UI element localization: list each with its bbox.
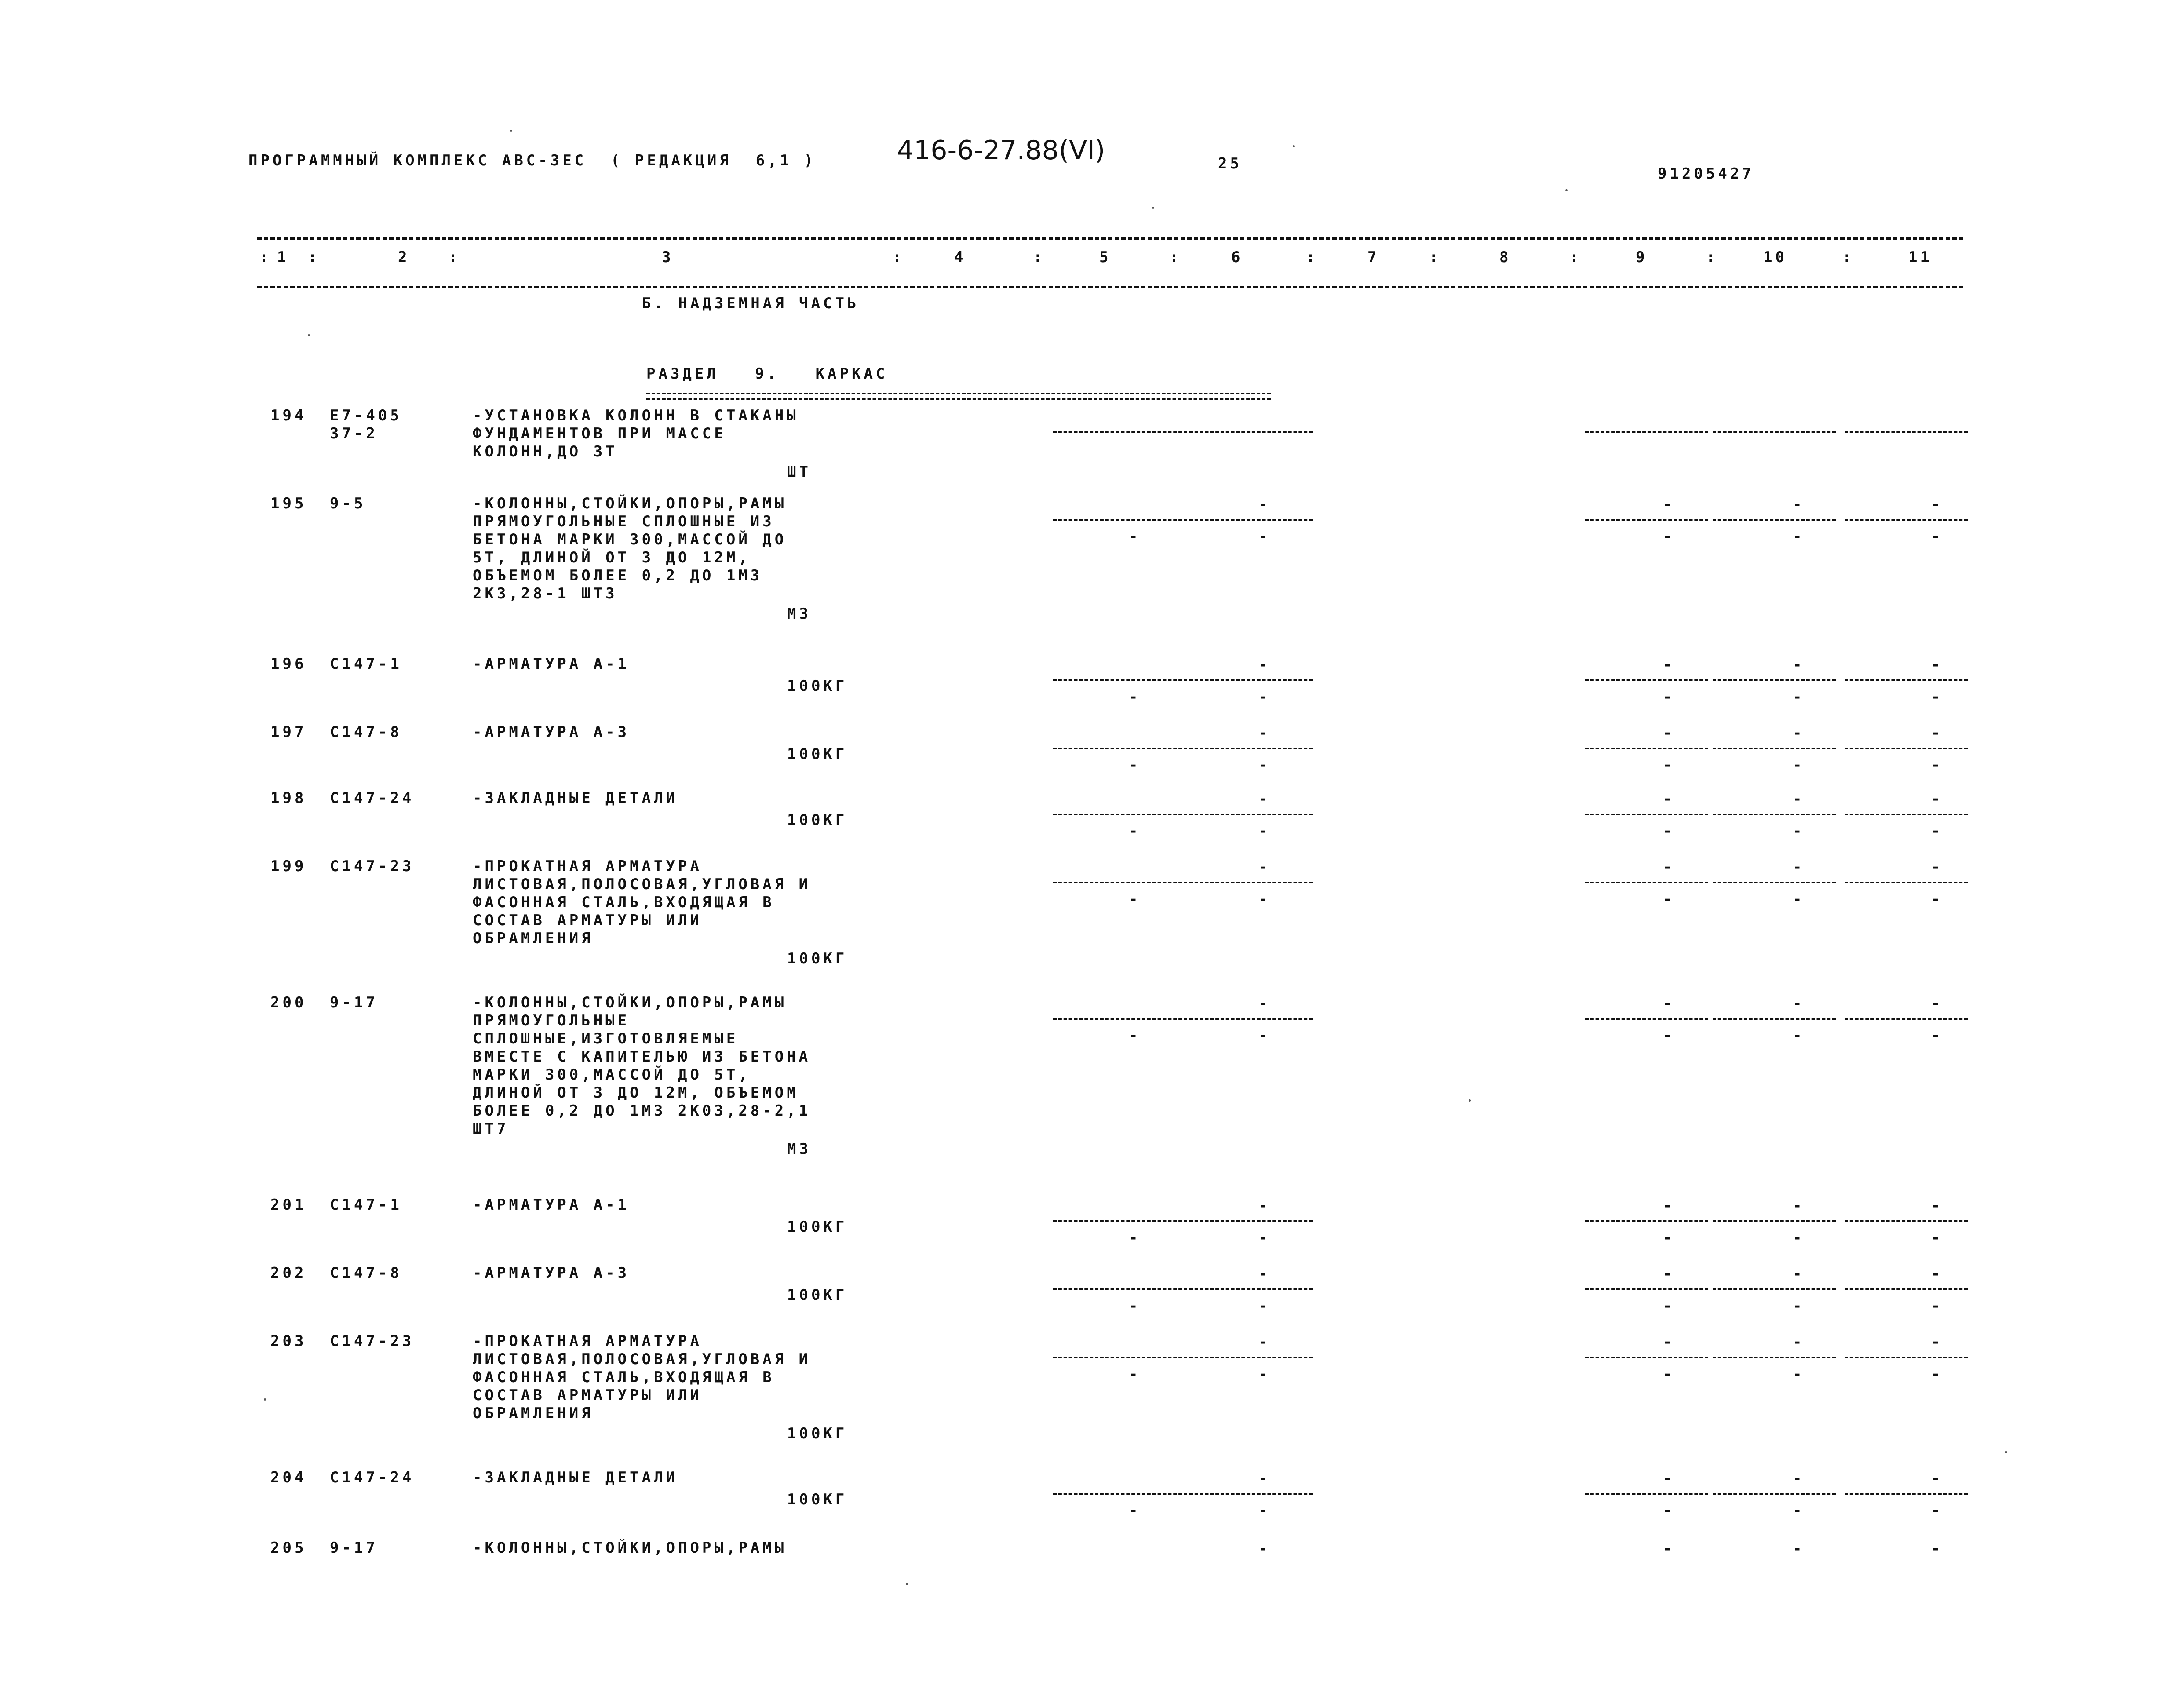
unit-of-measure: М3 — [787, 1140, 811, 1158]
sub-value-s10: - — [1793, 528, 1805, 545]
column-number: 2 — [398, 248, 410, 266]
work-description-line: ОБРАМЛЕНИЯ — [473, 930, 594, 947]
unit-of-measure: М3 — [787, 605, 811, 623]
column-separator: : — [308, 248, 320, 266]
work-description-line: БОЛЕЕ 0,2 ДО 1М3 2К03,28-2,1 — [473, 1102, 811, 1120]
subtotal-rule — [1585, 431, 1708, 433]
subtotal-rule — [1189, 1018, 1313, 1020]
header-bottom-rule — [257, 286, 1963, 288]
sub-value-s11: - — [1931, 1229, 1943, 1247]
sub-value-s10: - — [1793, 756, 1805, 774]
work-description-line: -АРМАТУРА А-1 — [473, 655, 630, 673]
subtotal-rule — [1713, 1220, 1836, 1222]
subtotal-rule — [1713, 814, 1836, 815]
scan-speck — [1469, 1099, 1471, 1102]
subtotal-rule — [1845, 814, 1968, 815]
sub-value-s5: - — [1129, 1365, 1141, 1383]
value-c9: - — [1663, 858, 1675, 876]
unit-of-measure: 100КГ — [787, 811, 848, 829]
work-description-line: ОБЪЕМОМ БОЛЕЕ 0,2 ДО 1М3 — [473, 567, 763, 584]
subtotal-rule — [1053, 1018, 1187, 1020]
work-description-line: -ЗАКЛАДНЫЕ ДЕТАЛИ — [473, 789, 678, 807]
work-description-line: ЛИСТОВАЯ,ПОЛОСОВАЯ,УГЛОВАЯ И — [473, 876, 811, 893]
rate-code: Е7-405 — [330, 407, 402, 424]
rate-code: С147-23 — [330, 857, 415, 875]
sub-value-s6: - — [1258, 756, 1271, 774]
sub-value-s6: - — [1258, 890, 1271, 908]
section-title: Б. НАДЗЕМНАЯ ЧАСТЬ — [642, 295, 860, 312]
subtotal-rule — [1713, 1493, 1836, 1495]
sub-value-s9: - — [1663, 890, 1675, 908]
work-description-line: ФАСОННАЯ СТАЛЬ,ВХОДЯЩАЯ В — [473, 1368, 775, 1386]
column-number: 5 — [1099, 248, 1112, 266]
sub-value-s9: - — [1663, 1297, 1675, 1315]
scan-speck — [308, 334, 310, 336]
work-description-line: -ПРОКАТНАЯ АРМАТУРА — [473, 1332, 702, 1350]
sub-value-s9: - — [1663, 528, 1675, 545]
subtotal-rule — [1845, 882, 1968, 883]
value-c10: - — [1793, 656, 1805, 674]
sub-value-s9: - — [1663, 1365, 1675, 1383]
sub-value-s9: - — [1663, 756, 1675, 774]
subtotal-rule — [1713, 1357, 1836, 1358]
subtotal-rule — [1713, 679, 1836, 681]
sub-value-s5: - — [1129, 1297, 1141, 1315]
value-c10: - — [1793, 995, 1805, 1012]
document-number: 91205427 — [1658, 165, 1754, 182]
sub-value-s6: - — [1258, 1297, 1271, 1315]
row-number: 196 — [270, 655, 307, 673]
subtotal-rule — [1845, 431, 1968, 433]
row-number: 203 — [270, 1332, 307, 1350]
subtotal-rule — [1845, 1220, 1968, 1222]
work-description-line: -АРМАТУРА А-1 — [473, 1196, 630, 1214]
sub-value-s5: - — [1129, 688, 1141, 706]
subtotal-rule — [1585, 519, 1708, 521]
rate-code: С147-23 — [330, 1332, 415, 1350]
unit-of-measure: ШТ — [787, 463, 811, 481]
value-c10: - — [1793, 1197, 1805, 1215]
sub-value-s6: - — [1258, 528, 1271, 545]
value-c6: - — [1258, 1540, 1271, 1558]
unit-of-measure: 100КГ — [787, 1218, 848, 1236]
column-number: 9 — [1636, 248, 1648, 266]
subsection-title: РАЗДЕЛ 9. КАРКАС — [646, 365, 888, 383]
sub-value-s11: - — [1931, 1027, 1943, 1044]
sub-value-s11: - — [1931, 890, 1943, 908]
sub-value-s11: - — [1931, 688, 1943, 706]
work-description-line: 5Т, ДЛИНОЙ ОТ 3 ДО 12М, — [473, 549, 751, 566]
value-c9: - — [1663, 995, 1675, 1012]
column-number: 4 — [954, 248, 966, 266]
sub-value-s10: - — [1793, 1229, 1805, 1247]
work-description-line: ОБРАМЛЕНИЯ — [473, 1405, 594, 1422]
subsection-underline-1 — [646, 393, 1271, 394]
value-c6: - — [1258, 1333, 1271, 1351]
work-description-line: ФАСОННАЯ СТАЛЬ,ВХОДЯЩАЯ В — [473, 894, 775, 911]
sub-value-s5: - — [1129, 890, 1141, 908]
row-number: 202 — [270, 1264, 307, 1282]
scan-speck — [1293, 145, 1295, 147]
value-c9: - — [1663, 656, 1675, 674]
sub-value-s11: - — [1931, 1502, 1943, 1519]
sub-value-s10: - — [1793, 688, 1805, 706]
value-c6: - — [1258, 724, 1271, 742]
value-c9: - — [1663, 1265, 1675, 1283]
subtotal-rule — [1845, 1018, 1968, 1020]
column-separator: : — [1033, 248, 1046, 266]
subtotal-rule — [1585, 814, 1708, 815]
sub-value-s5: - — [1129, 1229, 1141, 1247]
work-description-line: 2К3,28-1 ШТ3 — [473, 585, 618, 602]
rate-code-line2: 37-2 — [330, 425, 378, 442]
value-c11: - — [1931, 1197, 1943, 1215]
subtotal-rule — [1053, 519, 1187, 521]
work-description-line: -ЗАКЛАДНЫЕ ДЕТАЛИ — [473, 1469, 678, 1486]
row-number: 198 — [270, 789, 307, 807]
work-description-line: -КОЛОННЫ,СТОЙКИ,ОПОРЫ,РАМЫ — [473, 994, 787, 1011]
subtotal-rule — [1189, 814, 1313, 815]
subtotal-rule — [1713, 1288, 1836, 1290]
sub-value-s9: - — [1663, 1502, 1675, 1519]
sub-value-s10: - — [1793, 822, 1805, 840]
value-c6: - — [1258, 995, 1271, 1012]
unit-of-measure: 100КГ — [787, 677, 848, 695]
sub-value-s10: - — [1793, 1027, 1805, 1044]
rate-code: С147-1 — [330, 655, 402, 673]
work-description-line: СОСТАВ АРМАТУРЫ ИЛИ — [473, 1386, 702, 1404]
work-description-line: ШТ7 — [473, 1120, 509, 1138]
work-description-line: ЛИСТОВАЯ,ПОЛОСОВАЯ,УГЛОВАЯ И — [473, 1350, 811, 1368]
header-top-rule — [257, 237, 1963, 240]
subtotal-rule — [1845, 1288, 1968, 1290]
value-c10: - — [1793, 496, 1805, 513]
scan-speck — [2005, 1451, 2007, 1453]
value-c6: - — [1258, 790, 1271, 808]
sub-value-s6: - — [1258, 1027, 1271, 1044]
work-description-line: -АРМАТУРА А-3 — [473, 723, 630, 741]
work-description-line: ПРЯМОУГОЛЬНЫЕ СПЛОШНЫЕ ИЗ — [473, 513, 775, 530]
work-description-line: -АРМАТУРА А-3 — [473, 1264, 630, 1282]
row-number: 195 — [270, 495, 307, 512]
subtotal-rule — [1713, 519, 1836, 521]
project-code: 416-6-27.88(VI) — [897, 135, 1105, 166]
sub-value-s6: - — [1258, 1502, 1271, 1519]
subtotal-rule — [1189, 679, 1313, 681]
column-number: 7 — [1367, 248, 1380, 266]
unit-of-measure: 100КГ — [787, 1425, 848, 1442]
work-description-line: -КОЛОННЫ,СТОЙКИ,ОПОРЫ,РАМЫ — [473, 1539, 787, 1557]
value-c9: - — [1663, 1540, 1675, 1558]
subtotal-rule — [1053, 679, 1187, 681]
row-number: 205 — [270, 1539, 307, 1557]
value-c11: - — [1931, 724, 1943, 742]
value-c6: - — [1258, 1470, 1271, 1487]
work-description-line: -КОЛОННЫ,СТОЙКИ,ОПОРЫ,РАМЫ — [473, 495, 787, 512]
subtotal-rule — [1053, 1493, 1187, 1495]
sub-value-s6: - — [1258, 1365, 1271, 1383]
sub-value-s10: - — [1793, 890, 1805, 908]
value-c10: - — [1793, 1265, 1805, 1283]
row-number: 201 — [270, 1196, 307, 1214]
subtotal-rule — [1845, 679, 1968, 681]
row-number: 199 — [270, 857, 307, 875]
column-separator: : — [259, 248, 272, 266]
subtotal-rule — [1053, 882, 1187, 883]
value-c10: - — [1793, 790, 1805, 808]
scan-speck — [906, 1583, 908, 1585]
column-separator: : — [893, 248, 905, 266]
subtotal-rule — [1053, 1288, 1187, 1290]
sub-value-s10: - — [1793, 1297, 1805, 1315]
program-title: ПРОГРАММНЫЙ КОМПЛЕКС АВС-ЗЕС ( РЕДАКЦИЯ 6,1 ) — [248, 152, 817, 169]
work-description-line: КОЛОНН,ДО 3Т — [473, 443, 618, 460]
value-c11: - — [1931, 790, 1943, 808]
work-description-line: ФУНДАМЕНТОВ ПРИ МАССЕ — [473, 425, 726, 442]
work-description-line: -ПРОКАТНАЯ АРМАТУРА — [473, 857, 702, 875]
work-description-line: -УСТАНОВКА КОЛОНН В СТАКАНЫ — [473, 407, 799, 424]
subtotal-rule — [1585, 1288, 1708, 1290]
value-c6: - — [1258, 1265, 1271, 1283]
subtotal-rule — [1053, 1220, 1187, 1222]
sub-value-s9: - — [1663, 1229, 1675, 1247]
value-c9: - — [1663, 1333, 1675, 1351]
sub-value-s5: - — [1129, 756, 1141, 774]
subtotal-rule — [1845, 519, 1968, 521]
rate-code: С147-8 — [330, 1264, 402, 1282]
subtotal-rule — [1713, 1018, 1836, 1020]
work-description-line: СОСТАВ АРМАТУРЫ ИЛИ — [473, 912, 702, 929]
value-c10: - — [1793, 1470, 1805, 1487]
scan-speck — [1565, 189, 1568, 191]
value-c10: - — [1793, 1540, 1805, 1558]
subtotal-rule — [1189, 519, 1313, 521]
sub-value-s5: - — [1129, 528, 1141, 545]
rate-code: С147-8 — [330, 723, 402, 741]
subtotal-rule — [1189, 1493, 1313, 1495]
subtotal-rule — [1189, 882, 1313, 883]
column-number: 11 — [1908, 248, 1932, 266]
subtotal-rule — [1053, 431, 1187, 433]
page-number: 25 — [1218, 155, 1242, 172]
scan-speck — [510, 130, 512, 132]
sub-value-s5: - — [1129, 822, 1141, 840]
work-description-line: ВМЕСТЕ С КАПИТЕЛЬЮ ИЗ БЕТОНА — [473, 1048, 811, 1065]
value-c9: - — [1663, 1470, 1675, 1487]
column-separator: : — [1170, 248, 1182, 266]
subtotal-rule — [1845, 1493, 1968, 1495]
sub-value-s11: - — [1931, 1365, 1943, 1383]
subtotal-rule — [1585, 882, 1708, 883]
sub-value-s11: - — [1931, 756, 1943, 774]
subtotal-rule — [1189, 1357, 1313, 1358]
sub-value-s10: - — [1793, 1502, 1805, 1519]
sub-value-s6: - — [1258, 1229, 1271, 1247]
value-c11: - — [1931, 1470, 1943, 1487]
column-separator: : — [448, 248, 461, 266]
subtotal-rule — [1713, 748, 1836, 749]
value-c9: - — [1663, 496, 1675, 513]
column-number: 10 — [1763, 248, 1787, 266]
row-number: 200 — [270, 994, 307, 1011]
work-description-line: БЕТОНА МАРКИ 300,МАССОЙ ДО — [473, 531, 787, 548]
subtotal-rule — [1053, 1357, 1187, 1358]
row-number: 194 — [270, 407, 307, 424]
subtotal-rule — [1845, 1357, 1968, 1358]
unit-of-measure: 100КГ — [787, 1286, 848, 1304]
column-number: 1 — [277, 248, 289, 266]
value-c6: - — [1258, 656, 1271, 674]
value-c11: - — [1931, 1540, 1943, 1558]
sub-value-s5: - — [1129, 1502, 1141, 1519]
value-c10: - — [1793, 1333, 1805, 1351]
column-number: 3 — [662, 248, 674, 266]
rate-code: С147-24 — [330, 1469, 415, 1486]
subtotal-rule — [1585, 679, 1708, 681]
subtotal-rule — [1189, 1288, 1313, 1290]
subtotal-rule — [1053, 748, 1187, 749]
rate-code: 9-17 — [330, 994, 378, 1011]
value-c6: - — [1258, 858, 1271, 876]
work-description-line: ПРЯМОУГОЛЬНЫЕ — [473, 1012, 630, 1029]
column-separator: : — [1429, 248, 1441, 266]
sub-value-s9: - — [1663, 688, 1675, 706]
value-c9: - — [1663, 790, 1675, 808]
sub-value-s6: - — [1258, 688, 1271, 706]
sub-value-s11: - — [1931, 528, 1943, 545]
subtotal-rule — [1053, 814, 1187, 815]
work-description-line: МАРКИ 300,МАССОЙ ДО 5Т, — [473, 1066, 751, 1084]
work-description-line: СПЛОШНЫЕ,ИЗГОТОВЛЯЕМЫЕ — [473, 1030, 739, 1047]
unit-of-measure: 100КГ — [787, 1491, 848, 1508]
rate-code: 9-5 — [330, 495, 366, 512]
value-c6: - — [1258, 496, 1271, 513]
value-c11: - — [1931, 858, 1943, 876]
value-c11: - — [1931, 656, 1943, 674]
rate-code: 9-17 — [330, 1539, 378, 1557]
sub-value-s11: - — [1931, 1297, 1943, 1315]
subtotal-rule — [1189, 431, 1313, 433]
sub-value-s10: - — [1793, 1365, 1805, 1383]
sub-value-s11: - — [1931, 822, 1943, 840]
scan-speck — [1152, 207, 1154, 209]
column-separator: : — [1842, 248, 1855, 266]
sub-value-s9: - — [1663, 1027, 1675, 1044]
unit-of-measure: 100КГ — [787, 950, 848, 967]
row-number: 197 — [270, 723, 307, 741]
sub-value-s6: - — [1258, 822, 1271, 840]
subtotal-rule — [1713, 431, 1836, 433]
scan-speck — [264, 1398, 266, 1401]
column-separator: : — [1570, 248, 1582, 266]
value-c11: - — [1931, 995, 1943, 1012]
subtotal-rule — [1585, 748, 1708, 749]
value-c9: - — [1663, 1197, 1675, 1215]
subtotal-rule — [1845, 748, 1968, 749]
value-c11: - — [1931, 1265, 1943, 1283]
sub-value-s5: - — [1129, 1027, 1141, 1044]
subtotal-rule — [1189, 1220, 1313, 1222]
rate-code: С147-24 — [330, 789, 415, 807]
column-number: 6 — [1231, 248, 1243, 266]
unit-of-measure: 100КГ — [787, 745, 848, 763]
subsection-underline-2 — [646, 398, 1271, 400]
value-c6: - — [1258, 1197, 1271, 1215]
row-number: 204 — [270, 1469, 307, 1486]
value-c11: - — [1931, 1333, 1943, 1351]
subtotal-rule — [1713, 882, 1836, 883]
column-separator: : — [1706, 248, 1718, 266]
subtotal-rule — [1585, 1018, 1708, 1020]
subtotal-rule — [1585, 1220, 1708, 1222]
value-c10: - — [1793, 724, 1805, 742]
value-c10: - — [1793, 858, 1805, 876]
work-description-line: ДЛИНОЙ ОТ 3 ДО 12М, ОБЪЕМОМ — [473, 1084, 799, 1102]
subtotal-rule — [1585, 1357, 1708, 1358]
column-separator: : — [1306, 248, 1318, 266]
sub-value-s9: - — [1663, 822, 1675, 840]
subtotal-rule — [1585, 1493, 1708, 1495]
rate-code: С147-1 — [330, 1196, 402, 1214]
column-number: 8 — [1499, 248, 1512, 266]
value-c11: - — [1931, 496, 1943, 513]
value-c9: - — [1663, 724, 1675, 742]
subtotal-rule — [1189, 748, 1313, 749]
